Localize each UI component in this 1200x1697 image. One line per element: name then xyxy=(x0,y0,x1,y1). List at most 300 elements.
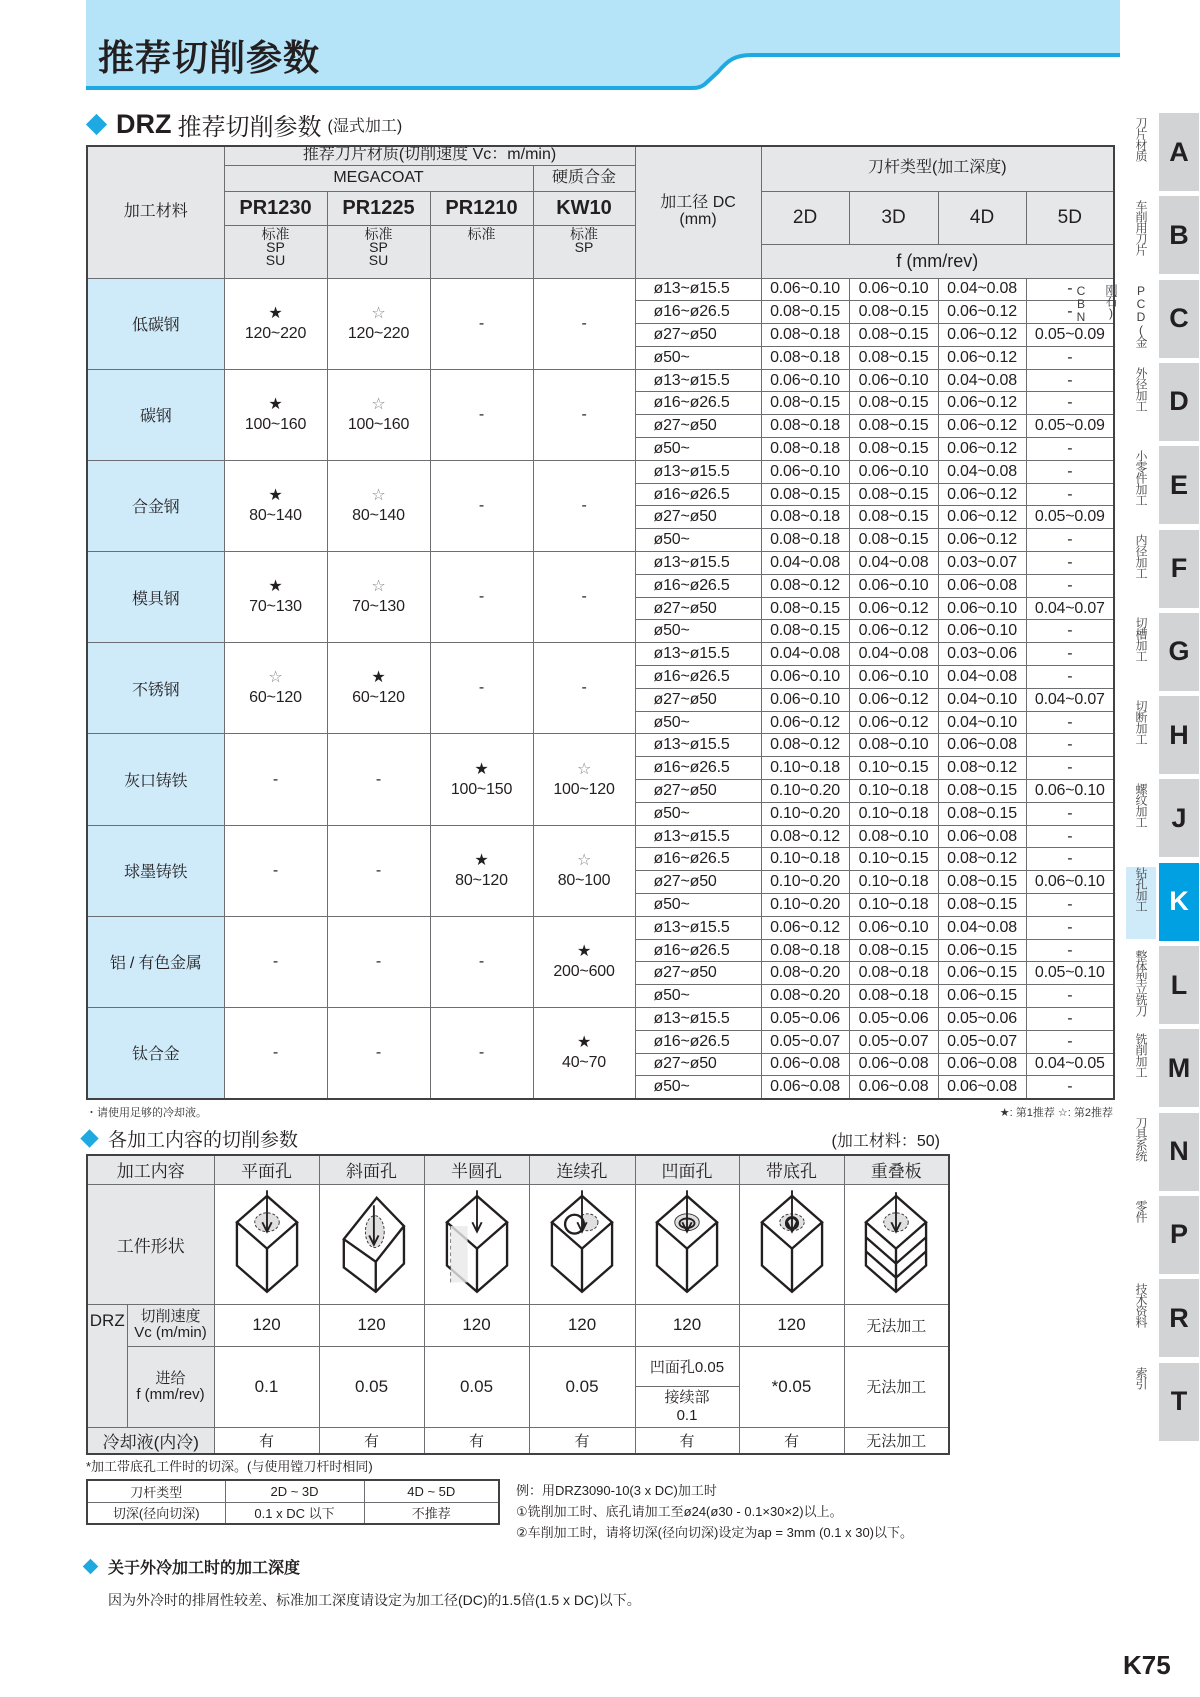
side-tab-label: 内径加工 xyxy=(1134,533,1148,578)
feed-cell: 0.05 xyxy=(319,1346,424,1427)
cutting-speed: 100~150 xyxy=(450,780,513,798)
depth-header: 3D xyxy=(849,191,938,244)
feed-cell: 0.06~0.12 xyxy=(938,506,1026,529)
feed-cell: 0.06~0.08 xyxy=(761,1053,849,1076)
pilot-hole-shape-icon xyxy=(745,1187,839,1297)
feed-cell: 0.04~0.07 xyxy=(1026,597,1114,620)
side-tab-letter: A xyxy=(1159,113,1199,191)
feed-cell: 0.05~0.06 xyxy=(761,1008,849,1031)
side-tab-h[interactable] xyxy=(1124,696,1200,774)
diameter-cell: ø13~ø15.5 xyxy=(635,916,761,939)
diameter-cell: ø27~ø50 xyxy=(635,1053,761,1076)
grade-applicability: 标准 SP xyxy=(533,225,635,278)
speed-cell: 120 xyxy=(529,1304,635,1346)
empty-dash: - xyxy=(272,1043,279,1061)
section-heading-operations xyxy=(80,1125,298,1152)
side-tab-letter: H xyxy=(1159,696,1199,774)
coolant-cell: 有 xyxy=(739,1427,844,1454)
feed-cell: 0.06~0.10 xyxy=(938,597,1026,620)
feed-cell: 0.08~0.12 xyxy=(938,848,1026,871)
header-row xyxy=(87,146,1114,165)
empty-dash: - xyxy=(272,861,279,879)
empty-dash: - xyxy=(375,952,382,970)
side-tab-label: 铣削加工 xyxy=(1134,1033,1148,1078)
material-cell: 不锈钢 xyxy=(87,643,224,734)
feed-cell: 0.05~0.06 xyxy=(849,1008,938,1031)
feed-cell: 0.08~0.15 xyxy=(849,939,938,962)
feed-cell: - xyxy=(1026,825,1114,848)
feed-cell: - xyxy=(1026,529,1114,552)
coolant-label: 冷却液(内冷) xyxy=(87,1427,214,1454)
feed-cell: - xyxy=(1026,711,1114,734)
feed-cell: 0.08~0.18 xyxy=(761,506,849,529)
side-tab-n[interactable] xyxy=(1124,1113,1200,1191)
feed-cell: 0.05~0.06 xyxy=(938,1008,1026,1031)
feed-cell: 0.08~0.15 xyxy=(849,324,938,347)
diameter-cell: ø27~ø50 xyxy=(635,324,761,347)
feed-cell: 0.08~0.12 xyxy=(761,825,849,848)
depth-header: 4D xyxy=(938,191,1026,244)
feed-label: 进给 f (mm/rev) xyxy=(127,1346,214,1427)
feed-cell: 0.06~0.12 xyxy=(761,711,849,734)
operation-name: 斜面孔 xyxy=(319,1155,424,1184)
feed-cell: 0.05~0.07 xyxy=(849,1030,938,1053)
diameter-cell: ø16~ø26.5 xyxy=(635,574,761,597)
feed-cell: - xyxy=(1026,666,1114,689)
table-row xyxy=(87,460,1114,483)
empty-dash: - xyxy=(581,496,587,514)
feed-cell: - xyxy=(1026,438,1114,461)
side-tab-label: 小零件加工 xyxy=(1134,450,1148,506)
feed-cell: 0.04~0.08 xyxy=(761,643,849,666)
feed-cell: - xyxy=(1026,985,1114,1008)
feed-cell: 0.03~0.07 xyxy=(938,552,1026,575)
feed-cell: 0.06~0.12 xyxy=(849,620,938,643)
side-tab-letter: F xyxy=(1159,530,1199,608)
shape-row xyxy=(87,1184,949,1304)
feed-cell: 0.08~0.15 xyxy=(938,871,1026,894)
section-title: 关于外冷加工时的加工深度 xyxy=(108,1560,301,1577)
megacoat-header: MEGACOAT xyxy=(224,165,533,191)
table-row xyxy=(87,369,1114,392)
second-choice-star-icon: ☆ xyxy=(371,486,386,504)
table-row xyxy=(87,552,1114,575)
feed-cell: 0.05 xyxy=(424,1346,529,1427)
diameter-cell: ø50~ xyxy=(635,1076,761,1099)
first-choice-star-icon: ★ xyxy=(268,578,283,596)
feed-cell: 0.05 xyxy=(529,1346,635,1427)
feed-cell: - xyxy=(1026,916,1114,939)
feed-cell: 0.08~0.12 xyxy=(761,734,849,757)
diamond-bullet-icon xyxy=(80,1129,98,1147)
side-tab-e[interactable] xyxy=(1124,446,1200,524)
feed-cell: 0.04~0.08 xyxy=(849,643,938,666)
material-cell: 球墨铸铁 xyxy=(87,825,224,916)
feed-cell: 0.06~0.10 xyxy=(761,369,849,392)
side-tab-c[interactable] xyxy=(1074,280,1200,358)
feed-cell: 0.06~0.10 xyxy=(849,574,938,597)
grade-speed-cell xyxy=(430,916,533,1007)
operation-header: 加工内容 xyxy=(87,1155,214,1184)
depth-header: 5D xyxy=(1026,191,1114,244)
second-choice-star-icon: ☆ xyxy=(268,669,283,687)
diameter-cell: ø16~ø26.5 xyxy=(635,757,761,780)
first-choice-star-icon: ★ xyxy=(576,1033,592,1051)
side-tab-b[interactable] xyxy=(1124,196,1200,274)
external-coolant-text: 因为外冷时的排屑性较差、标准加工深度请设定为加工径(DC)的1.5倍(1.5 x DC)以下。 xyxy=(108,1592,641,1608)
side-tab-letter: D xyxy=(1159,363,1199,441)
diameter-cell: ø50~ xyxy=(635,985,761,1008)
diameter-cell: ø50~ xyxy=(635,529,761,552)
flat-hole-shape-icon xyxy=(220,1187,314,1297)
side-tab-d[interactable] xyxy=(1124,363,1200,441)
diameter-cell: ø16~ø26.5 xyxy=(635,939,761,962)
section-suffix: (湿式加工) xyxy=(327,118,403,135)
material-cell: 铝 / 有色金属 xyxy=(87,916,224,1007)
feed-cell: 0.04~0.10 xyxy=(938,711,1026,734)
depth-of-cut-table xyxy=(86,1479,500,1525)
page-number: K75 xyxy=(1123,1650,1171,1680)
speed-cell: 120 xyxy=(319,1304,424,1346)
diameter-cell: ø13~ø15.5 xyxy=(635,278,761,301)
feed-cell-concave: 凹面孔0.05 xyxy=(635,1346,739,1386)
header-row xyxy=(87,1155,949,1184)
diameter-cell: ø13~ø15.5 xyxy=(635,734,761,757)
diameter-cell: ø50~ xyxy=(635,802,761,825)
feed-cell: 0.10~0.18 xyxy=(849,802,938,825)
feed-cell: 0.06~0.12 xyxy=(938,438,1026,461)
feed-cell: - xyxy=(1026,301,1114,324)
grade-code: KW10 xyxy=(533,191,635,225)
feed-cell: 0.10~0.18 xyxy=(849,780,938,803)
feed-cell: 0.08~0.18 xyxy=(849,962,938,985)
inclined-hole-shape-icon xyxy=(325,1187,419,1297)
coolant-cell: 有 xyxy=(319,1427,424,1454)
speed-cell: 120 xyxy=(214,1304,319,1346)
header-cell: 刀杆类型 xyxy=(87,1480,225,1502)
grade-speed-cell xyxy=(327,643,430,734)
material-cell: 碳钢 xyxy=(87,369,224,460)
star-legend: ★: 第1推荐 ☆: 第2推荐 xyxy=(999,1107,1113,1119)
speed-cell: 120 xyxy=(635,1304,739,1346)
first-choice-star-icon: ★ xyxy=(268,395,283,413)
feed-cell: - xyxy=(1026,346,1114,369)
cross-hole-shape-icon xyxy=(535,1187,629,1297)
feed-cell: 0.10~0.18 xyxy=(761,848,849,871)
half-hole-shape-icon xyxy=(430,1187,524,1297)
material-cell: 钛合金 xyxy=(87,1008,224,1099)
feed-cell: 0.06~0.10 xyxy=(849,666,938,689)
feed-cell: 0.04~0.08 xyxy=(938,369,1026,392)
cutting-speed: 40~70 xyxy=(562,1053,606,1071)
feed-cell: 0.06~0.12 xyxy=(938,483,1026,506)
grade-speed-cell xyxy=(224,916,327,1007)
speed-cell: 120 xyxy=(739,1304,844,1346)
side-tab-r[interactable] xyxy=(1124,1279,1200,1357)
stacked-hole-shape-icon xyxy=(849,1187,943,1297)
cutting-speed: 120~220 xyxy=(347,324,410,342)
coolant-cell: 有 xyxy=(214,1427,319,1454)
feed-cell: - xyxy=(1026,643,1114,666)
diameter-cell: ø13~ø15.5 xyxy=(635,643,761,666)
feed-cell: 0.08~0.15 xyxy=(849,529,938,552)
feed-row xyxy=(87,1346,949,1386)
diameter-cell: ø13~ø15.5 xyxy=(635,369,761,392)
feed-cell: 0.05~0.07 xyxy=(938,1030,1026,1053)
diameter-cell: ø50~ xyxy=(635,711,761,734)
diameter-cell: ø16~ø26.5 xyxy=(635,301,761,324)
side-tab-letter: T xyxy=(1159,1363,1199,1441)
side-tab-letter: E xyxy=(1159,446,1199,524)
material-header: 加工材料 xyxy=(87,146,224,278)
empty-dash: - xyxy=(581,679,587,697)
feed-cell: 0.08~0.15 xyxy=(849,483,938,506)
diameter-cell: ø16~ø26.5 xyxy=(635,483,761,506)
feed-cell: 0.06~0.08 xyxy=(938,734,1026,757)
header-cell: 4D ~ 5D xyxy=(364,1480,499,1502)
cutting-speed: 120~220 xyxy=(244,324,307,342)
material-cell: 低碳钢 xyxy=(87,278,224,369)
grade-code: PR1225 xyxy=(327,191,430,225)
grade-speed-cell xyxy=(430,825,533,916)
diameter-cell: ø16~ø26.5 xyxy=(635,392,761,415)
first-choice-star-icon: ★ xyxy=(268,486,283,504)
grade-speed-cell xyxy=(327,734,430,825)
side-tab-letter: N xyxy=(1159,1113,1199,1191)
empty-dash: - xyxy=(581,314,587,332)
feed-cell: 0.04~0.10 xyxy=(938,688,1026,711)
empty-dash: - xyxy=(272,770,279,788)
feed-cell: 0.06~0.15 xyxy=(938,985,1026,1008)
table-row xyxy=(87,1480,499,1502)
diameter-cell: ø16~ø26.5 xyxy=(635,1030,761,1053)
grade-speed-cell xyxy=(224,278,327,369)
cutting-speed: 60~120 xyxy=(249,689,302,707)
feed-cell: 0.08~0.15 xyxy=(849,392,938,415)
grade-speed-cell xyxy=(430,278,533,369)
feed-cell: 0.05~0.09 xyxy=(1026,324,1114,347)
diamond-bullet-icon xyxy=(83,1559,99,1575)
workpiece-shape-cell xyxy=(739,1184,844,1304)
feed-cell-transition: 接续部 0.1 xyxy=(635,1386,739,1427)
operation-name: 连续孔 xyxy=(529,1155,635,1184)
feed-cell: 0.04~0.08 xyxy=(938,278,1026,301)
feed-cell: 0.06~0.12 xyxy=(938,392,1026,415)
empty-dash: - xyxy=(581,405,587,423)
feed-cell: 0.06~0.12 xyxy=(849,597,938,620)
feed-cell: 0.06~0.12 xyxy=(938,346,1026,369)
feed-cell: 0.10~0.15 xyxy=(849,757,938,780)
operation-name: 半圆孔 xyxy=(424,1155,529,1184)
drz-cutting-parameters-table xyxy=(86,145,1115,1100)
grade-speed-cell xyxy=(224,552,327,643)
grade-speed-cell xyxy=(327,916,430,1007)
side-tab-letter: P xyxy=(1159,1196,1199,1274)
operation-name: 凹面孔 xyxy=(635,1155,739,1184)
feed-cell: 0.06~0.10 xyxy=(849,916,938,939)
feed-cell: 0.08~0.18 xyxy=(761,346,849,369)
grade-applicability: 标准 xyxy=(430,225,533,278)
feed-cell: 0.06~0.12 xyxy=(938,415,1026,438)
side-tab-l[interactable] xyxy=(1124,946,1200,1024)
feed-cell: 0.08~0.18 xyxy=(761,529,849,552)
diameter-cell: ø27~ø50 xyxy=(635,688,761,711)
side-tab-label: 技术资料 xyxy=(1134,1283,1148,1328)
diameter-cell: ø27~ø50 xyxy=(635,871,761,894)
feed-cell: 0.06~0.15 xyxy=(938,939,1026,962)
side-tab-label: 整体型立铣刀 xyxy=(1134,950,1148,1016)
grade-code: PR1230 xyxy=(224,191,327,225)
diameter-cell: ø13~ø15.5 xyxy=(635,552,761,575)
feed-cell: 0.06~0.10 xyxy=(761,278,849,301)
feed-cell: 0.10~0.18 xyxy=(849,871,938,894)
diameter-cell: ø27~ø50 xyxy=(635,780,761,803)
side-tab-letter: K xyxy=(1159,863,1199,941)
feed-cell: 0.08~0.15 xyxy=(938,894,1026,917)
feed-cell: 0.03~0.06 xyxy=(938,643,1026,666)
diameter-cell: ø13~ø15.5 xyxy=(635,460,761,483)
feed-cell: 0.08~0.18 xyxy=(761,939,849,962)
first-choice-star-icon: ★ xyxy=(474,760,489,778)
grade-speed-cell xyxy=(430,643,533,734)
grade-speed-cell xyxy=(327,1008,430,1099)
feed-cell: *0.05 xyxy=(739,1346,844,1427)
feed-cell: 0.05~0.09 xyxy=(1026,415,1114,438)
table-row xyxy=(87,643,1114,666)
feed-cell: 0.06~0.10 xyxy=(1026,871,1114,894)
side-tab-letter: C xyxy=(1159,280,1199,358)
feed-cell: - xyxy=(1026,278,1114,301)
cutting-speed: 70~130 xyxy=(249,598,302,616)
feed-cell: 0.06~0.10 xyxy=(849,278,938,301)
feed-cell: 0.06~0.08 xyxy=(938,825,1026,848)
section-title: 各加工内容的切削参数 xyxy=(108,1130,299,1151)
grade-speed-cell xyxy=(224,734,327,825)
coolant-cell: 有 xyxy=(529,1427,635,1454)
section-heading-external-coolant xyxy=(82,1555,300,1578)
operation-name: 平面孔 xyxy=(214,1155,319,1184)
table-row xyxy=(87,825,1114,848)
feed-cell: 0.06~0.10 xyxy=(1026,780,1114,803)
coolant-note: ・请使用足够的冷却液。 xyxy=(86,1107,207,1119)
header-row xyxy=(87,191,1114,225)
table-row xyxy=(87,734,1114,757)
side-tab-f[interactable] xyxy=(1124,530,1200,608)
page-title: 推荐切削参数 xyxy=(98,37,321,78)
side-tab-letter: G xyxy=(1159,613,1199,691)
tool-label: DRZ xyxy=(87,1304,127,1427)
speed-cell: 无法加工 xyxy=(844,1304,949,1346)
feed-cell: - xyxy=(1026,848,1114,871)
feed-cell: 0.06~0.10 xyxy=(849,460,938,483)
feed-cell: - xyxy=(1026,757,1114,780)
feed-cell: 0.05~0.07 xyxy=(761,1030,849,1053)
feed-cell: 0.08~0.20 xyxy=(761,985,849,1008)
table-cell: 0.1 x DC 以下 xyxy=(225,1502,364,1524)
material-cell: 灰口铸铁 xyxy=(87,734,224,825)
feed-cell: 0.08~0.15 xyxy=(849,415,938,438)
grade-speed-cell xyxy=(327,278,430,369)
feed-cell: 0.08~0.18 xyxy=(761,324,849,347)
side-tab-m[interactable] xyxy=(1124,1029,1200,1107)
empty-dash: - xyxy=(478,1043,485,1061)
feed-cell: - xyxy=(1026,802,1114,825)
side-tab-t[interactable] xyxy=(1124,1363,1200,1441)
diameter-cell: ø50~ xyxy=(635,620,761,643)
feed-cell: 0.10~0.15 xyxy=(849,848,938,871)
feed-cell: 0.10~0.18 xyxy=(849,894,938,917)
feed-cell: 0.08~0.15 xyxy=(849,438,938,461)
feed-cell: 0.04~0.08 xyxy=(938,666,1026,689)
empty-dash: - xyxy=(375,1043,382,1061)
diameter-cell: ø13~ø15.5 xyxy=(635,825,761,848)
cutting-speed: 80~140 xyxy=(249,506,302,524)
feed-cell: 0.1 xyxy=(214,1346,319,1427)
workpiece-shape-cell xyxy=(844,1184,949,1304)
first-choice-star-icon: ★ xyxy=(576,942,592,960)
diamond-bullet-icon xyxy=(86,114,107,135)
side-tab-g[interactable] xyxy=(1124,613,1200,691)
speed-cell: 120 xyxy=(424,1304,529,1346)
feed-cell: - xyxy=(1026,483,1114,506)
diameter-cell: ø16~ø26.5 xyxy=(635,666,761,689)
feed-cell: 0.10~0.18 xyxy=(761,757,849,780)
empty-dash: - xyxy=(478,679,485,697)
side-tab-letter: B xyxy=(1159,196,1199,274)
cutting-speed: 200~600 xyxy=(553,962,615,980)
side-tab-label: 钻孔加工 xyxy=(1126,867,1156,939)
empty-dash: - xyxy=(581,588,587,606)
side-tab-j[interactable] xyxy=(1124,779,1200,857)
feed-cell: 0.08~0.15 xyxy=(761,301,849,324)
section-heading-drz xyxy=(86,107,402,142)
carbide-header: 硬质合金 xyxy=(533,165,635,191)
diameter-cell: ø27~ø50 xyxy=(635,506,761,529)
grade-speed-cell xyxy=(430,460,533,551)
feed-cell: 无法加工 xyxy=(844,1346,949,1427)
side-tab-label: PCD(金刚石) CBN xyxy=(1074,283,1148,347)
feed-cell: 0.06~0.12 xyxy=(938,529,1026,552)
cutting-speed: 80~140 xyxy=(352,506,405,524)
workpiece-shape-cell xyxy=(635,1184,739,1304)
first-choice-star-icon: ★ xyxy=(474,851,489,869)
feed-cell: 0.08~0.15 xyxy=(761,483,849,506)
feed-cell: 0.04~0.08 xyxy=(761,552,849,575)
diameter-cell: ø27~ø50 xyxy=(635,415,761,438)
feed-cell: - xyxy=(1026,1076,1114,1099)
grade-speed-cell xyxy=(224,643,327,734)
feed-cell: 0.08~0.15 xyxy=(849,301,938,324)
grade-speed-cell xyxy=(327,825,430,916)
feed-cell: 0.08~0.15 xyxy=(938,802,1026,825)
example-line: 例：用DRZ3090-10(3 x DC)加工时 xyxy=(516,1483,717,1498)
feed-cell: 0.08~0.10 xyxy=(849,825,938,848)
side-tab-a[interactable] xyxy=(1124,113,1200,191)
side-tab-k[interactable] xyxy=(1124,863,1200,941)
grade-speed-cell xyxy=(327,369,430,460)
empty-dash: - xyxy=(478,952,485,970)
cutting-speed: 100~160 xyxy=(244,415,307,433)
diameter-cell: ø13~ø15.5 xyxy=(635,1008,761,1031)
concave-hole-shape-icon xyxy=(640,1187,734,1297)
side-tab-label: 切断加工 xyxy=(1134,700,1148,745)
second-choice-star-icon: ☆ xyxy=(371,395,386,413)
section-title: 推荐切削参数 xyxy=(177,114,322,141)
side-tab-p[interactable] xyxy=(1124,1196,1200,1274)
grade-code: PR1210 xyxy=(430,191,533,225)
empty-dash: - xyxy=(478,588,485,606)
side-tab-letter: L xyxy=(1159,946,1199,1024)
